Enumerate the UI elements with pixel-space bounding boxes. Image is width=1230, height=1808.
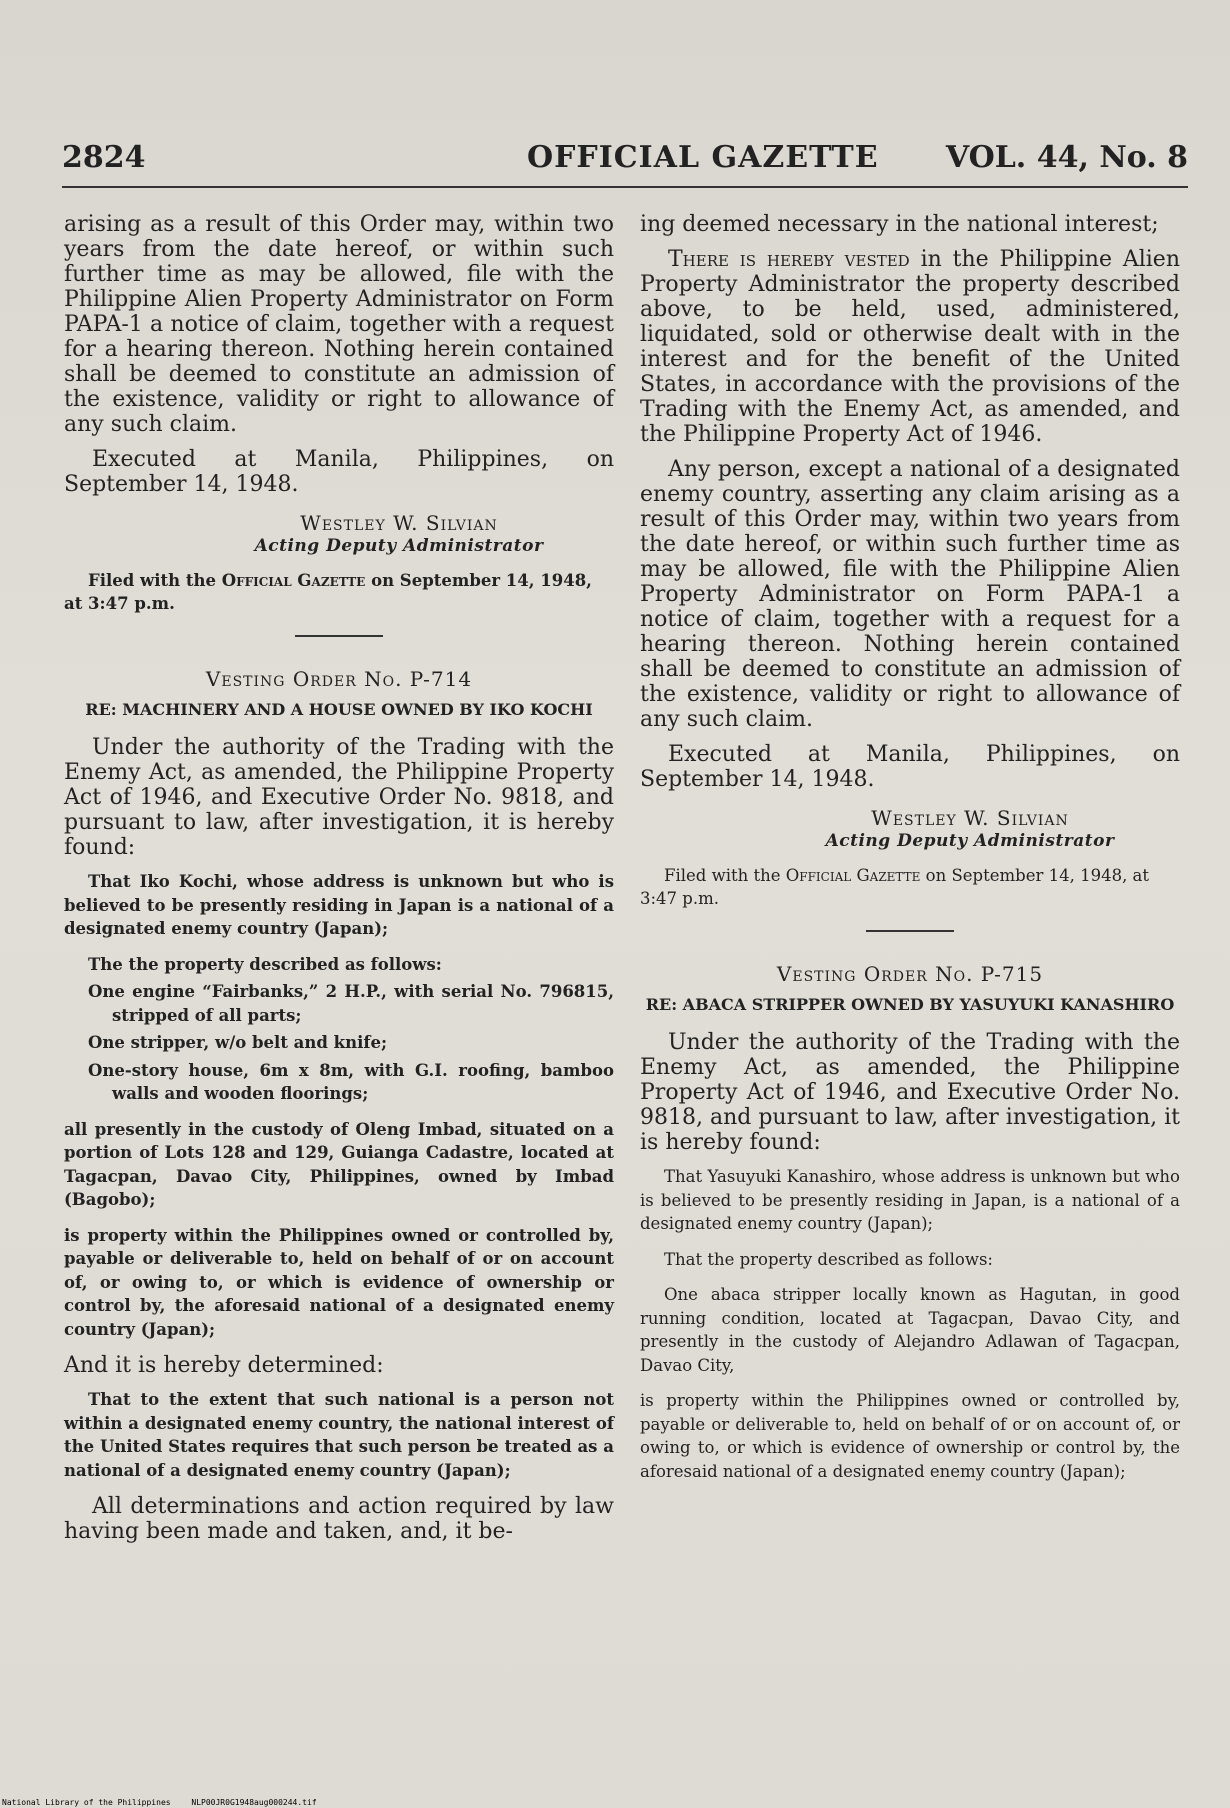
property-item: One abaca stripper locally known as Hagutan, in good running condition, located at Tagacpan, Davao City, and presently in the custody of Alejandro Adlawan of Tagacpan, Davao City, xyxy=(640,1285,1180,1375)
signer-title: Acting Deputy Administrator xyxy=(825,831,1115,851)
executed-line: Executed at Manila, Philippines, on September 14, 1948. xyxy=(640,742,1180,792)
property-intro: That the property described as follows: xyxy=(664,1249,993,1269)
section-divider xyxy=(295,635,383,637)
national-paragraph: That Yasuyuki Kanashiro, whose address is unknown but who is believed to be presently residing in Japan, is a national of a designated enemy country (Japan); xyxy=(640,1167,1180,1233)
vesting-order-title: Vesting Order No. P-714 xyxy=(205,667,473,691)
page-number: 2824 xyxy=(62,140,146,175)
vesting-paragraph: There is hereby vested in the Philippine Alien Property Administrator the property described above, to be held, used, administered, liquidated, sold or otherwise dealt with in the interest and for the benefit of the United States, in accordance with the provisions of the Trading with the Enemy Act, as amended, and the Philippine Property Act of 1946. xyxy=(640,247,1180,447)
scan-footer xyxy=(2,1798,317,1807)
property-item: One engine “Fairbanks,” 2 H.P., with serial No. 796815, stripped of all parts; xyxy=(88,982,614,1025)
custody-paragraph: all presently in the custody of Oleng Imbad, situated on a portion of Lots 128 and 129, Guianga Cadastre, located at Tagacpan, Davao City, Philippines, owned by Imbad (Bagobo); xyxy=(64,1119,614,1209)
continuation-paragraph: ing deemed necessary in the national interest; xyxy=(640,212,1159,237)
gazette-title: OFFICIAL GAZETTE xyxy=(527,140,879,175)
executed-line: Executed at Manila, Philippines, on September 14, 1948. xyxy=(64,447,614,497)
scan-file-id: NLP00JR0G1948aug000244.tif xyxy=(191,1798,317,1807)
filed-note: Filed with the Official Gazette on September 14, 1948, at 3:47 p.m. xyxy=(64,571,592,613)
property-intro: The the property described as follows: xyxy=(88,954,442,974)
is-property-paragraph: is property within the Philippines owned or controlled by, payable or deliverable to, held on behalf of or on account of, or owing to, or which is evidence of ownership or control by, the aforesaid national of a designated enemy country (Japan); xyxy=(64,1225,614,1339)
right-column xyxy=(640,212,1180,1495)
property-item: One stripper, w/o belt and knife; xyxy=(88,1033,388,1052)
authority-paragraph: Under the authority of the Trading with the Enemy Act, as amended, the Philippine Property Act of 1946, and Executive Order No. 9818, and pursuant to law, after investigation, it is hereby found: xyxy=(640,1030,1180,1155)
vesting-order-subtitle: RE: MACHINERY AND A HOUSE OWNED BY IKO KOCHI xyxy=(85,700,593,719)
signature-block xyxy=(760,806,1180,852)
section-divider xyxy=(866,930,954,932)
claim-paragraph: arising as a result of this Order may, within two years from the date hereof, or within such further time as may be allowed, file with the Philippine Alien Property Administrator on Form PAPA-1 a notice of claim, together with a request for a hearing thereon. Nothing herein contained shall be deemed to constitute an admission of the existence, validity or right to allowance of any such claim. xyxy=(64,212,614,437)
signature-block xyxy=(184,511,614,557)
extent-paragraph: That to the extent that such national is a person not within a designated enemy country, the national interest of the United States requires that such person be treated as a national of a designated enemy country (Japan); xyxy=(64,1390,614,1480)
signer-name: Westley W. Silvian xyxy=(871,806,1069,830)
signer-name: Westley W. Silvian xyxy=(300,511,498,535)
determinations-paragraph: All determinations and action required by law having been made and taken, and, it be- xyxy=(64,1494,614,1544)
page-header xyxy=(62,136,1188,188)
left-column xyxy=(64,212,614,1554)
vesting-order-title: Vesting Order No. P-715 xyxy=(776,962,1044,986)
library-credit: National Library of the Philippines xyxy=(2,1798,171,1807)
claim-paragraph: Any person, except a national of a designated enemy country, asserting any claim arising as a result of this Order may, within two years from the date hereof, or within such further time as may be allowed, file with the Philippine Alien Property Administrator on Form PAPA-1 a notice of claim, together with a request for a hearing thereon. Nothing herein contained shall be deemed to constitute an admission of the existence, validity or right to allowance of any such claim. xyxy=(640,457,1180,732)
filed-note: Filed with the Official Gazette on September 14, 1948, at 3:47 p.m. xyxy=(640,866,1150,908)
is-property-paragraph: is property within the Philippines owned or controlled by, payable or deliverable to, held on behalf of or on account of, or owing to, or which is evidence of ownership or control by, the aforesaid national of a designated enemy country (Japan); xyxy=(640,1391,1180,1481)
national-paragraph: That Iko Kochi, whose address is unknown but who is believed to be presently residing in Japan is a national of a designated enemy country (Japan); xyxy=(64,872,614,938)
property-item: One-story house, 6m x 8m, with G.I. roofing, bamboo walls and wooden floorings; xyxy=(88,1060,614,1103)
authority-paragraph: Under the authority of the Trading with the Enemy Act, as amended, the Philippine Property Act of 1946, and Executive Order No. 9818, and pursuant to law, after investigation, it is hereby found: xyxy=(64,735,614,860)
signer-title: Acting Deputy Administrator xyxy=(254,536,544,556)
volume-number: VOL. 44, No. 8 xyxy=(945,140,1188,175)
vesting-order-subtitle: RE: ABACA STRIPPER OWNED BY YASUYUKI KANASHIRO xyxy=(645,995,1175,1014)
determined-line: And it is hereby determined: xyxy=(64,1353,384,1378)
